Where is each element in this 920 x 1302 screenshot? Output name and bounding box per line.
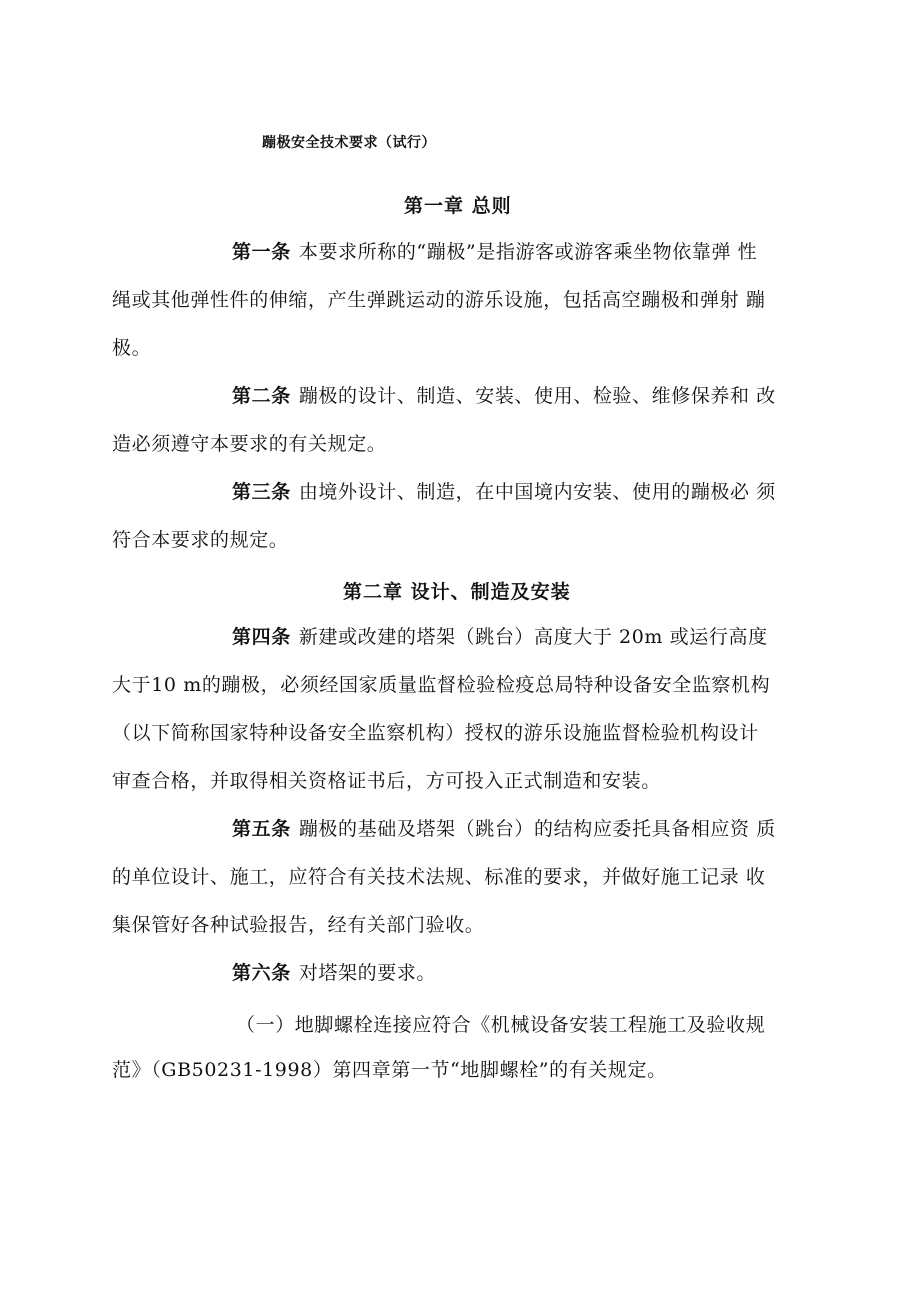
article-text: 蹦极的设计、制造、安装、使用、检验、维修保养和 改 xyxy=(298,385,776,407)
article-text-line: （以下简称国家特种设备安全监察机构）授权的游乐设施监督检验机构设计 xyxy=(112,722,759,744)
article-text: 蹦极的基础及塔架（跳台）的结构应委托具备相应资 质 xyxy=(298,818,776,840)
article-text-line: 大于10 m的蹦极，必须经国家质量监督检验检疫总局特种设备安全监察机构 xyxy=(112,674,771,696)
chapter-heading: 第二章 设计、制造及安装 xyxy=(343,581,571,603)
article-3-paragraph xyxy=(232,480,776,504)
article-text: 由境外设计、制造，在中国境内安装、使用的蹦极必 须 xyxy=(298,481,776,503)
article-text-line: 审查合格，并取得相关资格证书后，方可投入正式制造和安装。 xyxy=(112,770,661,792)
article-text: 新建或改建的塔架（跳台）高度大于 20m 或运行高度 xyxy=(298,626,768,648)
article-1-paragraph xyxy=(232,240,757,264)
article-label: 第二条 xyxy=(232,385,291,407)
article-label: 第五条 xyxy=(232,818,291,840)
article-text-line: 集保管好各种试验报告，经有关部门验收。 xyxy=(112,914,485,936)
article-text: 对塔架的要求。 xyxy=(298,962,437,984)
article-label: 第四条 xyxy=(232,626,291,648)
article-6-paragraph xyxy=(232,961,436,985)
article-text-line: 符合本要求的规定。 xyxy=(112,529,289,551)
article-text: 本要求所称的“蹦极”是指游客或游客乘坐物依靠弹 性 xyxy=(298,241,758,263)
article-text-line: 的单位设计、施工，应符合有关技术法规、标准的要求，并做好施工记录 收 xyxy=(112,866,766,888)
article-item-line: 范》（GB50231-1998）第四章第一节“地脚螺栓”的有关规定。 xyxy=(112,1059,667,1081)
article-label: 第一条 xyxy=(232,241,291,263)
article-label: 第三条 xyxy=(232,481,291,503)
article-label: 第六条 xyxy=(232,962,291,984)
article-text-line: 绳或其他弹性件的伸缩，产生弹跳运动的游乐设施，包括高空蹦极和弹射 蹦 xyxy=(112,289,766,311)
document-title: 蹦极安全技术要求（试行） xyxy=(262,135,436,151)
article-5-paragraph xyxy=(232,817,776,841)
chapter-heading: 第一章 总则 xyxy=(404,195,512,217)
article-item-line: （一）地脚螺栓连接应符合《机械设备安装工程施工及验收规 xyxy=(236,1014,766,1036)
article-2-paragraph xyxy=(232,384,776,408)
article-text-line: 极。 xyxy=(112,337,152,359)
article-4-paragraph xyxy=(232,625,768,649)
article-text-line: 造必须遵守本要求的有关规定。 xyxy=(112,433,387,455)
